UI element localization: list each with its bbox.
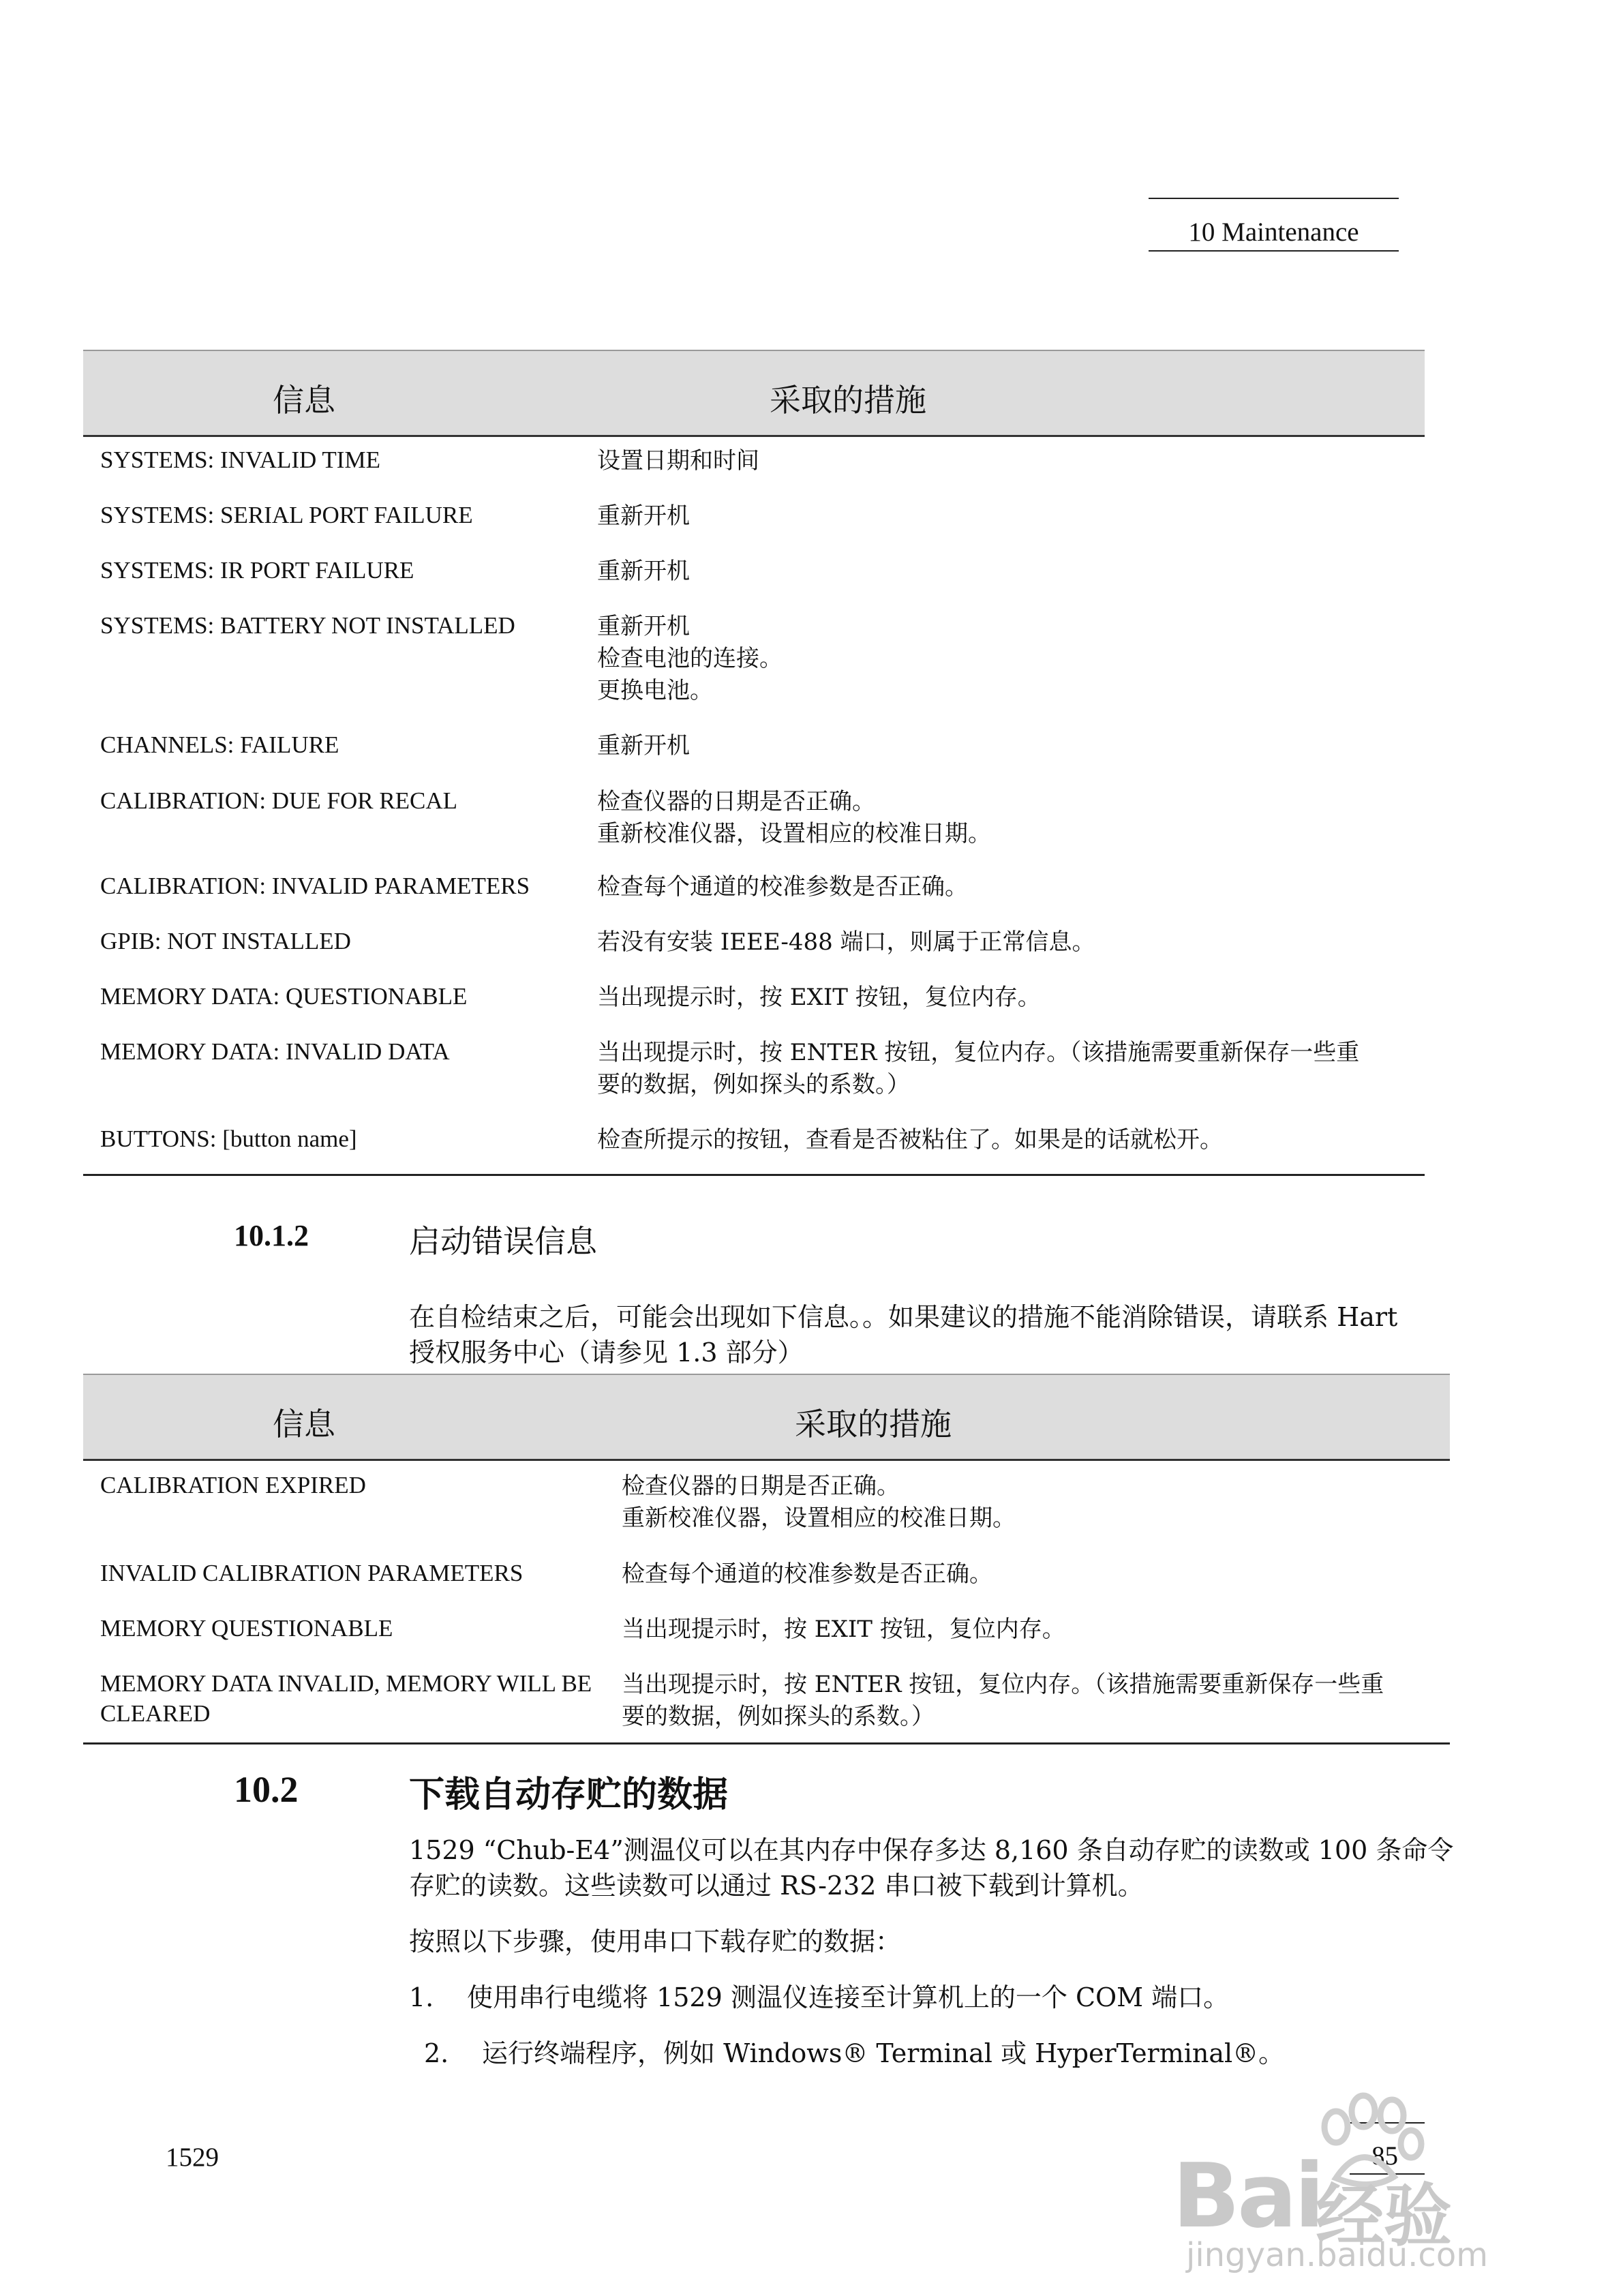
- message-text: BUTTONS: [button name]: [100, 1126, 357, 1152]
- message-text: SYSTEMS: SERIAL PORT FAILURE: [100, 502, 473, 528]
- column-header-action: 采取的措施: [795, 1406, 952, 1442]
- page-number: 85: [1371, 2141, 1398, 2171]
- action-text: 设置日期和时间: [597, 447, 759, 474]
- table-bottom-rule: [83, 1742, 1450, 1744]
- list-number: 1.: [409, 1982, 434, 2012]
- action-text: 检查仪器的日期是否正确。 重新校准仪器，设置相应的校准日期。: [597, 788, 991, 847]
- message-text: SYSTEMS: INVALID TIME: [100, 447, 380, 473]
- list-item: [409, 1980, 1230, 2015]
- message-text: MEMORY DATA: QUESTIONABLE: [100, 983, 468, 1010]
- column-header-action: 采取的措施: [770, 382, 926, 419]
- action-text: 当出现提示时，按 EXIT 按钮，复位内存。: [622, 1616, 1065, 1643]
- message-text: SYSTEMS: BATTERY NOT INSTALLED: [100, 612, 515, 639]
- action-text: 重新开机 检查电池的连接。 更换电池。: [597, 613, 783, 704]
- message-text: MEMORY DATA: INVALID DATA: [100, 1038, 450, 1065]
- action-text: 当出现提示时，按 ENTER 按钮，复位内存。（该措施需要重新保存一些重 要的数据，例如探头的系数。）: [597, 1039, 1360, 1098]
- message-text: INVALID CALIBRATION PARAMETERS: [100, 1560, 524, 1586]
- list-item: [424, 2036, 1285, 2071]
- header-rule-bottom: [1149, 250, 1399, 252]
- list-text: 使用串行电缆将 1529 测温仪连接至计算机上的一个 COM 端口。: [467, 1982, 1230, 2012]
- watermark-brand-cn: 经验: [1316, 2176, 1452, 2256]
- action-text: 重新开机: [597, 732, 690, 759]
- action-text: 重新开机: [597, 502, 690, 530]
- footer-model: 1529: [166, 2143, 219, 2172]
- section-number: 10.1.2: [234, 1219, 309, 1252]
- baidu-watermark: [1172, 2089, 1595, 2274]
- message-text: CALIBRATION: DUE FOR RECAL: [100, 787, 458, 814]
- message-text: CALIBRATION EXPIRED: [100, 1472, 366, 1498]
- action-text: 检查每个通道的校准参数是否正确。: [622, 1560, 992, 1588]
- message-text: MEMORY QUESTIONABLE: [100, 1615, 393, 1642]
- watermark-url: jingyan.baidu.com: [1186, 2236, 1488, 2274]
- column-header-info: 信息: [273, 382, 335, 419]
- section-title: 启动错误信息: [409, 1223, 597, 1260]
- message-text: SYSTEMS: IR PORT FAILURE: [100, 557, 414, 584]
- action-text: 检查仪器的日期是否正确。 重新校准仪器，设置相应的校准日期。: [622, 1472, 1016, 1532]
- section-paragraph: 1529 “Chub-E4”测温仪可以在其内存中保存多达 8,160 条自动存贮的读数或 100 条命令 存贮的读数。这些读数可以通过 RS-232 串口被下载到计算机。: [409, 1835, 1454, 1901]
- section-title: 下载自动存贮的数据: [409, 1774, 729, 1815]
- table-header: [83, 350, 1425, 437]
- action-text: 当出现提示时，按 EXIT 按钮，复位内存。: [597, 984, 1041, 1011]
- action-text: 若没有安装 IEEE-488 端口，则属于正常信息。: [597, 928, 1095, 956]
- section-number: 10.2: [234, 1769, 299, 1810]
- action-text: 当出现提示时，按 ENTER 按钮，复位内存。（该措施需要重新保存一些重 要的数据，例如探头的系数。）: [622, 1671, 1384, 1730]
- message-text: CALIBRATION: INVALID PARAMETERS: [100, 873, 530, 899]
- table-header: [83, 1374, 1450, 1461]
- column-header-info: 信息: [273, 1406, 335, 1442]
- message-text: CHANNELS: FAILURE: [100, 731, 339, 758]
- watermark-brand: Bai: [1172, 2144, 1322, 2248]
- action-text: 重新开机: [597, 558, 690, 585]
- action-text: 检查所提示的按钮，查看是否被粘住了。如果是的话就松开。: [597, 1126, 1223, 1153]
- message-text: GPIB: NOT INSTALLED: [100, 928, 351, 954]
- table-bottom-rule: [83, 1174, 1425, 1176]
- list-number: 2.: [424, 2038, 449, 2068]
- message-text: MEMORY DATA INVALID, MEMORY WILL BE CLEARED: [100, 1670, 592, 1727]
- action-text: 检查每个通道的校准参数是否正确。: [597, 873, 968, 901]
- list-text: 运行终端程序，例如 Windows® Terminal 或 HyperTerminal®。: [482, 2038, 1285, 2068]
- section-paragraph: 在自检结束之后，可能会出现如下信息。。如果建议的措施不能消除错误，请联系 Hart 授权服务中心（请参见 1.3 部分）: [409, 1302, 1398, 1368]
- section-paragraph: 按照以下步骤，使用串口下载存贮的数据：: [409, 1927, 902, 1957]
- header-rule-top: [1149, 198, 1399, 199]
- running-header: 10 Maintenance: [1188, 217, 1359, 247]
